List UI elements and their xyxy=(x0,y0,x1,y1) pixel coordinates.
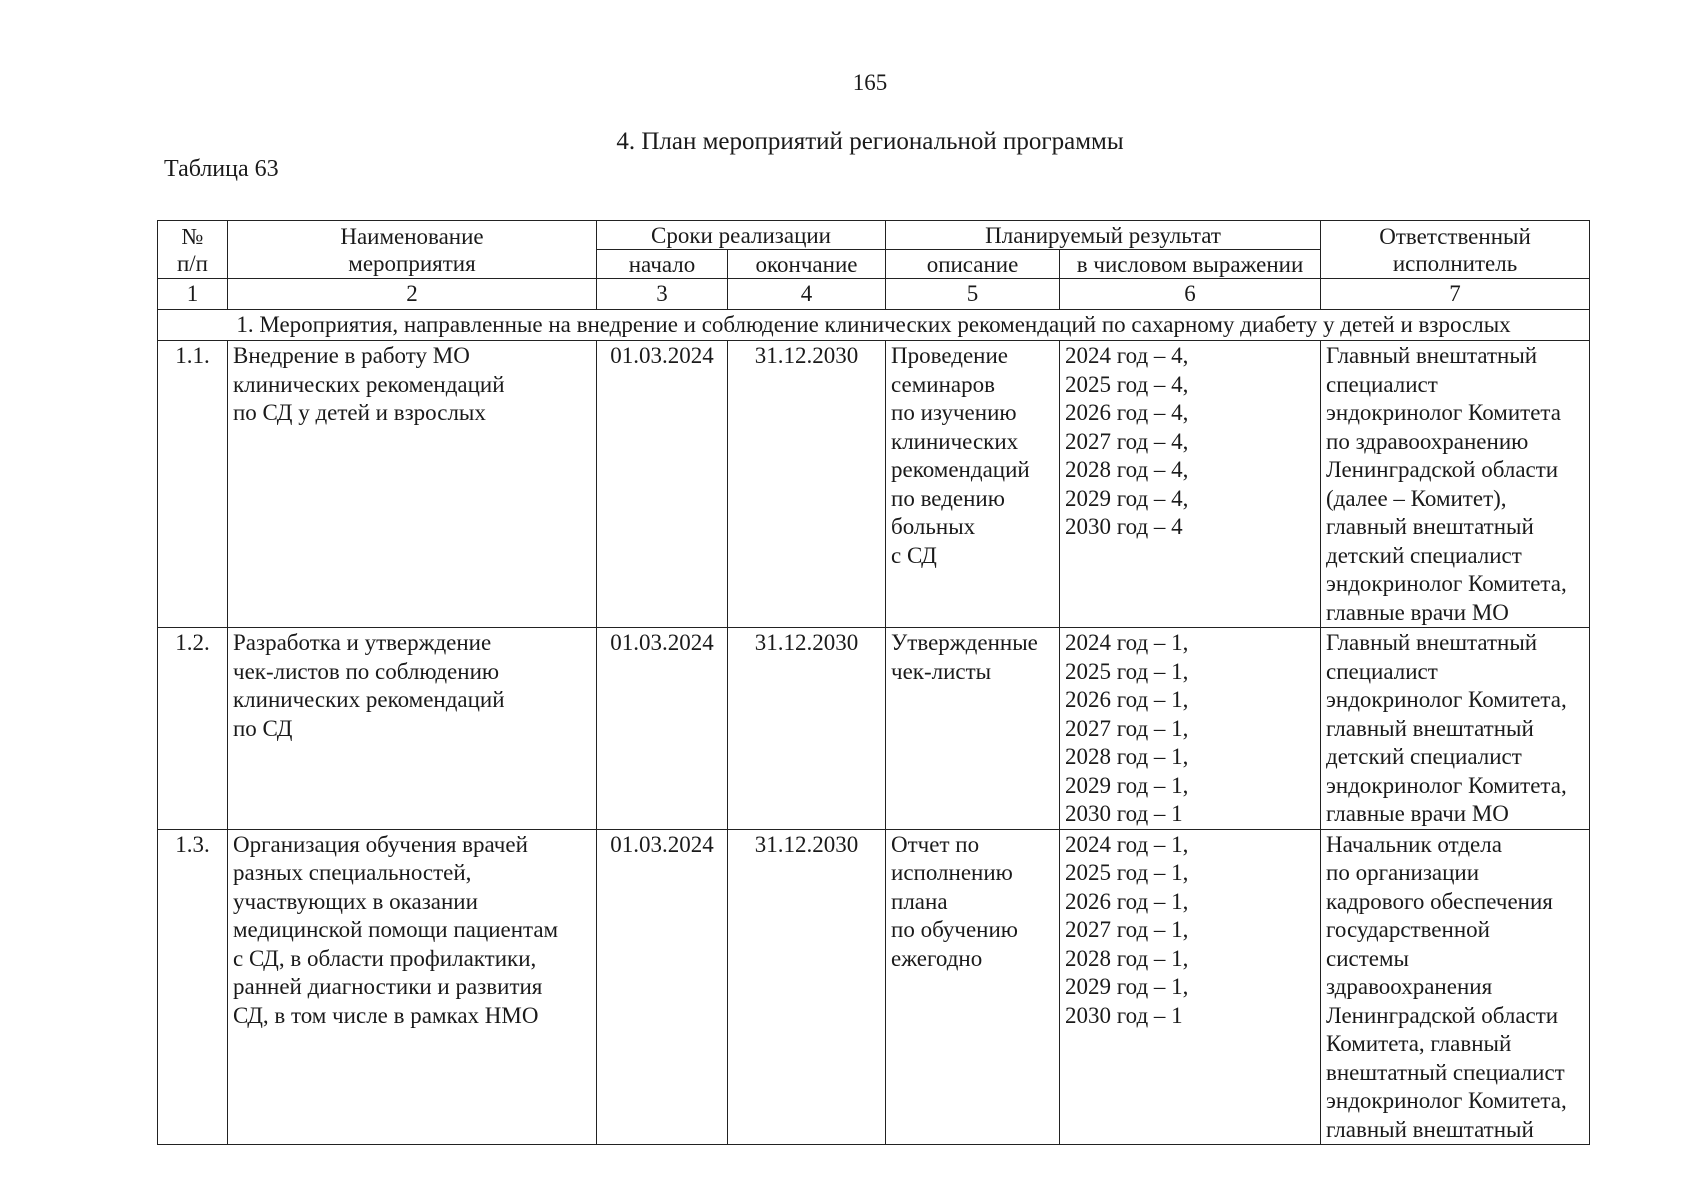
row-responsible: Начальник отдела по организации кадрового обеспечения государственной системы здравоохранения Ленинградской области Комитета, главный внештатный специалист эндокринолог Комитета, главный внештатный xyxy=(1321,829,1590,1145)
row-end-date: 31.12.2030 xyxy=(728,628,886,830)
section-heading: 1. Мероприятия, направленные на внедрение и соблюдение клинических рекомендаций по сахарному диабету у детей и взрослых xyxy=(158,310,1590,341)
header-numeric: в числовом выражении xyxy=(1060,250,1321,279)
row-start-date: 01.03.2024 xyxy=(597,628,728,830)
table-row xyxy=(158,341,1590,628)
column-index: 7 xyxy=(1321,279,1590,310)
row-responsible: Главный внештатный специалист эндокринолог Комитета по здравоохранению Ленинградской области (далее – Комитет), главный внештатный детский специалист эндокринолог Комитета, главные врачи МО xyxy=(1321,341,1590,628)
section-row xyxy=(158,310,1590,341)
column-index-row xyxy=(158,279,1590,310)
table-row xyxy=(158,829,1590,1145)
row-numeric: 2024 год – 1, 2025 год – 1, 2026 год – 1, 2027 год – 1, 2028 год – 1, 2029 год – 1, 2030 год – 1 xyxy=(1060,829,1321,1145)
column-index: 2 xyxy=(228,279,597,310)
row-num: 1.1. xyxy=(158,341,228,628)
header-result: Планируемый результат xyxy=(886,221,1321,250)
column-index: 6 xyxy=(1060,279,1321,310)
header-name: Наименование мероприятия xyxy=(228,221,597,279)
row-start-date: 01.03.2024 xyxy=(597,341,728,628)
header-end: окончание xyxy=(728,250,886,279)
row-description: Утвержденные чек-листы xyxy=(886,628,1060,830)
column-index: 1 xyxy=(158,279,228,310)
header-num: № п/п xyxy=(158,221,228,279)
row-name: Разработка и утверждение чек-листов по соблюдению клинических рекомендаций по СД xyxy=(228,628,597,830)
plan-table xyxy=(157,220,1590,1145)
column-index: 5 xyxy=(886,279,1060,310)
row-numeric: 2024 год – 1, 2025 год – 1, 2026 год – 1, 2027 год – 1, 2028 год – 1, 2029 год – 1, 2030 год – 1 xyxy=(1060,628,1321,830)
row-numeric: 2024 год – 4, 2025 год – 4, 2026 год – 4, 2027 год – 4, 2028 год – 4, 2029 год – 4, 2030 год – 4 xyxy=(1060,341,1321,628)
row-responsible: Главный внештатный специалист эндокринолог Комитета, главный внештатный детский специалист эндокринолог Комитета, главные врачи МО xyxy=(1321,628,1590,830)
row-start-date: 01.03.2024 xyxy=(597,829,728,1145)
page-number: 165 xyxy=(852,70,888,95)
row-name: Внедрение в работу МО клинических рекомендаций по СД у детей и взрослых xyxy=(228,341,597,628)
row-description: Отчет по исполнению плана по обучению ежегодно xyxy=(886,829,1060,1145)
header-start: начало xyxy=(597,250,728,279)
column-index: 4 xyxy=(728,279,886,310)
column-index: 3 xyxy=(597,279,728,310)
header-row-1 xyxy=(158,221,1590,250)
header-description: описание xyxy=(886,250,1060,279)
row-num: 1.3. xyxy=(158,829,228,1145)
table-caption: Таблица 63 xyxy=(164,156,279,182)
table-row xyxy=(158,628,1590,830)
header-responsible: Ответственный исполнитель xyxy=(1321,221,1590,279)
row-end-date: 31.12.2030 xyxy=(728,829,886,1145)
header-terms: Сроки реализации xyxy=(597,221,886,250)
row-description: Проведение семинаров по изучению клинических рекомендаций по ведению больных с СД xyxy=(886,341,1060,628)
section-title: 4. План мероприятий региональной программы xyxy=(616,128,1124,155)
row-end-date: 31.12.2030 xyxy=(728,341,886,628)
row-num: 1.2. xyxy=(158,628,228,830)
row-name: Организация обучения врачей разных специальностей, участвующих в оказании медицинской помощи пациентам с СД, в области профилактики, ранней диагностики и развития СД, в том числе в рамках НМО xyxy=(228,829,597,1145)
